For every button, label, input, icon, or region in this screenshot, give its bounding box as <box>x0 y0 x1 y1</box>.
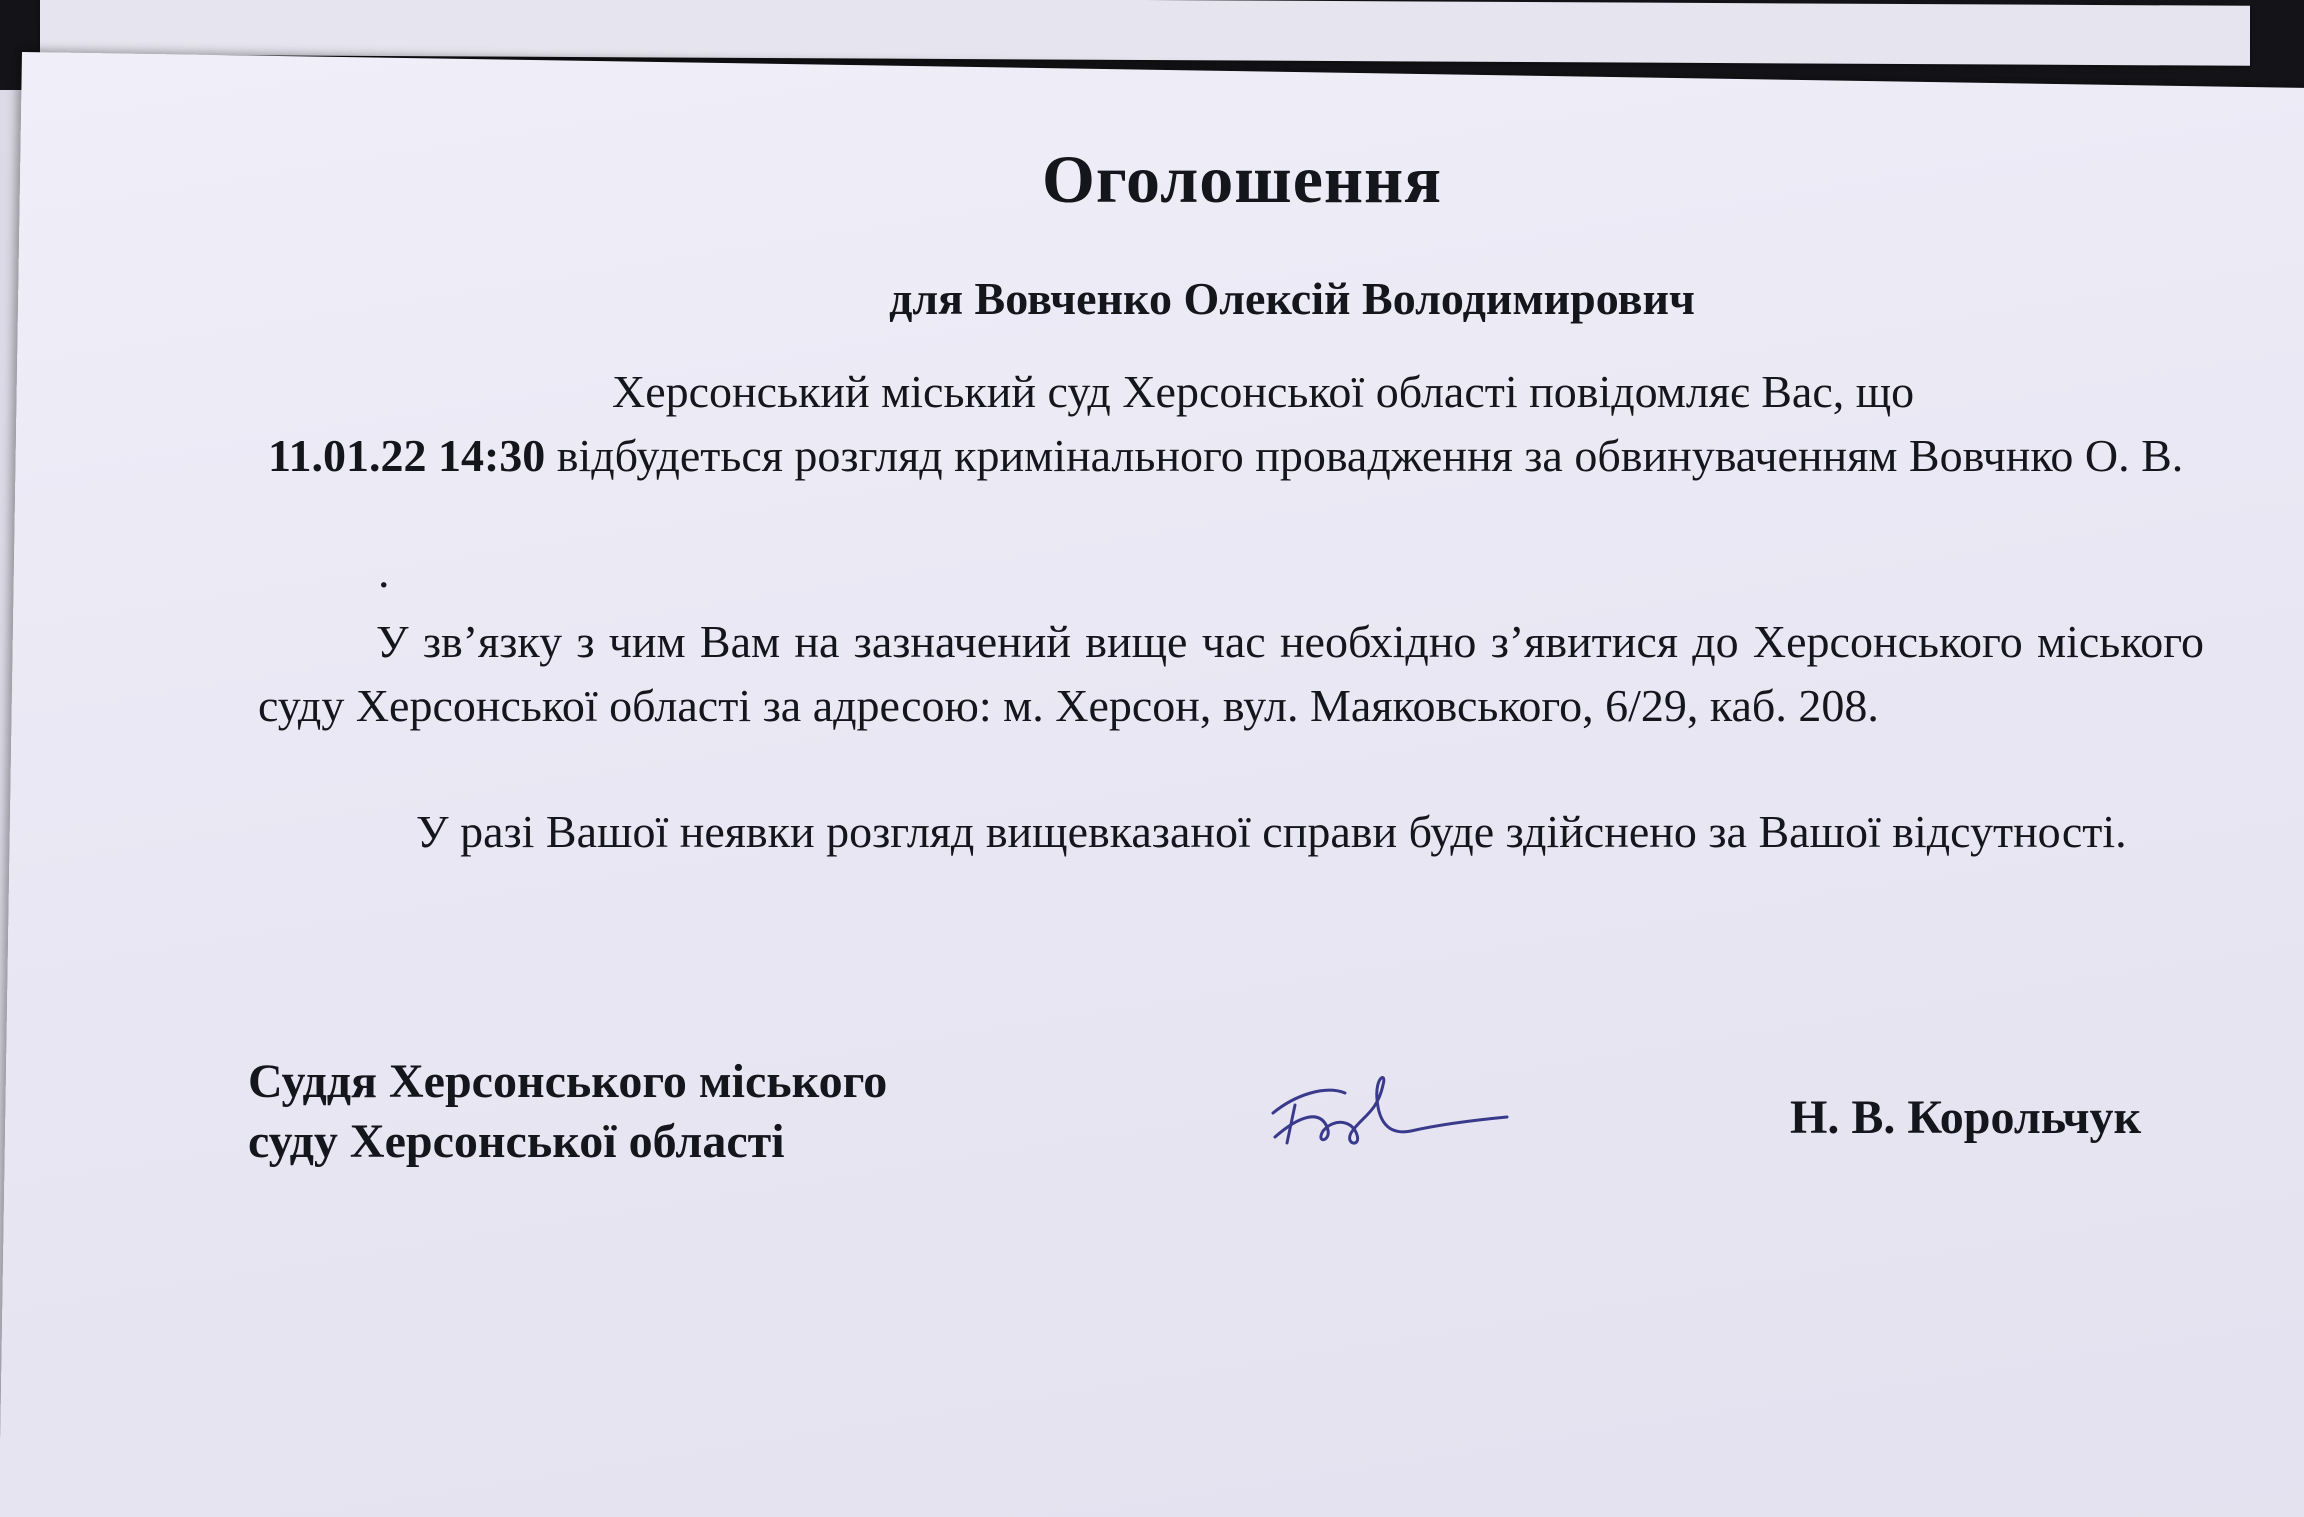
recipient-line: для Вовченко Олексій Володимирович <box>889 273 1695 324</box>
absence-paragraph: У разі Вашої неявки розгляд вищевказаної справи буде здійснено за Вашої відсутності. <box>416 806 2127 857</box>
handwritten-signature <box>1265 1055 1515 1165</box>
hearing-paragraph-rest: відбудеться розгляд кримінального провадження за обвинуваченням Вовчнко О. В. <box>545 430 2184 481</box>
hearing-paragraph <box>268 360 2204 488</box>
judge-position-line2: суду Херсонської області <box>248 1115 785 1168</box>
hearing-paragraph-lead: Херсонський міський суд Херсонської області повідомляє Вас, що <box>612 366 1915 417</box>
document-title: Оголошення <box>1041 141 1443 217</box>
appearance-paragraph: У зв’язку з чим Вам на зазначений вище час необхідно з’явитися до Херсонського міського суду Херсонської області за адресою: м. Херсон, вул. Маяковського, 6/29, каб. 208. <box>258 616 2204 731</box>
judge-position <box>248 1052 887 1172</box>
hearing-datetime: 11.01.22 14:30 <box>268 430 546 481</box>
stray-dot: . <box>378 546 390 597</box>
judge-name: Н. В. Корольчук <box>1790 1091 2142 1144</box>
judge-position-line1: Суддя Херсонського міського <box>248 1055 888 1108</box>
